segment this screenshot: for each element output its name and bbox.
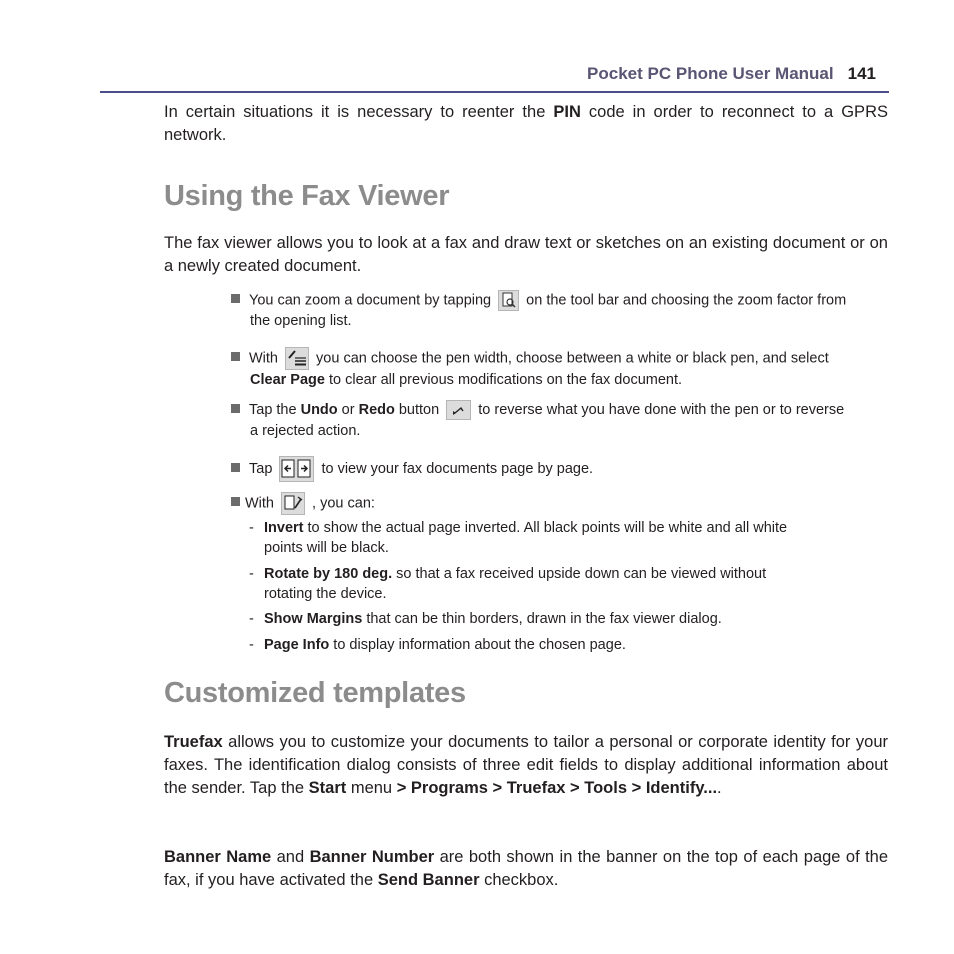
- pen-options-icon: [285, 347, 309, 370]
- fax-viewer-paragraph: The fax viewer allows you to look at a fax and draw text or sketches on an existing document or on a newly created document.: [164, 234, 888, 275]
- bullet-marker: [231, 352, 240, 361]
- option-page-info: - Page Info to display information about the chosen page.: [249, 637, 626, 653]
- pin-term: PIN: [553, 103, 581, 121]
- truefax-paragraph: Truefax allows you to customize your documents to tailor a personal or corporate identity for your faxes. The identification dialog consists of three edit fields to display additional information about the sender. Tap the Start menu > Programs > Truefax > Tools > Identify....: [164, 733, 888, 797]
- undo-term: Undo: [300, 402, 338, 418]
- zoom-icon: [498, 290, 519, 311]
- bullet-undo-redo: Tap the Undo or Redo button to reverse what you have done with the pen or to reverse a rejected action.: [231, 400, 889, 442]
- undo-redo-icon: [446, 400, 471, 420]
- bullet-marker: [231, 497, 240, 506]
- menu-path: > Programs > Truefax > Tools > Identify...: [396, 779, 718, 797]
- page-navigation-icons: [279, 456, 314, 482]
- banner-paragraph: Banner Name and Banner Number are both shown in the banner on the top of each page of the fax, if you have activated the Send Banner checkbox.: [164, 848, 889, 889]
- next-page-icon: [298, 460, 310, 477]
- section-heading-customized-templates: Customized templates: [164, 677, 466, 709]
- running-header: [587, 64, 876, 84]
- bullet-zoom: You can zoom a document by tapping on the tool bar and choosing the zoom factor from the opening list.: [231, 290, 889, 332]
- bullet-pen: With you can choose the pen width, choose between a white or black pen, and select Clear Page to clear all previous modifications on the fax document.: [231, 347, 889, 391]
- page-number: 141: [847, 64, 876, 83]
- bullet-tools: With , you can:: [231, 492, 889, 515]
- bullet-page-navigation: Tap to view your fax documents page by page.: [231, 456, 889, 482]
- clear-page-term: Clear Page: [250, 372, 325, 388]
- redo-term: Redo: [358, 402, 395, 418]
- manual-title: Pocket PC Phone User Manual: [587, 64, 834, 83]
- bullet-marker: [231, 404, 240, 413]
- option-show-margins: - Show Margins that can be thin borders, drawn in the fax viewer dialog.: [249, 611, 722, 627]
- tools-icon: [281, 492, 305, 515]
- prev-page-icon: [282, 460, 294, 477]
- bullet-marker: [231, 463, 240, 472]
- header-rule: [100, 91, 889, 93]
- bullet-marker: [231, 294, 240, 303]
- intro-paragraph: In certain situations it is necessary to reenter the PIN code in order to reconnect to a GPRS network.: [164, 103, 888, 144]
- option-invert: - Invert to show the actual page inverted. All black points will be white and all white points will be black.: [249, 520, 788, 556]
- option-rotate: - Rotate by 180 deg. so that a fax received upside down can be viewed without rotating the device.: [249, 566, 767, 602]
- section-heading-fax-viewer: Using the Fax Viewer: [164, 180, 450, 212]
